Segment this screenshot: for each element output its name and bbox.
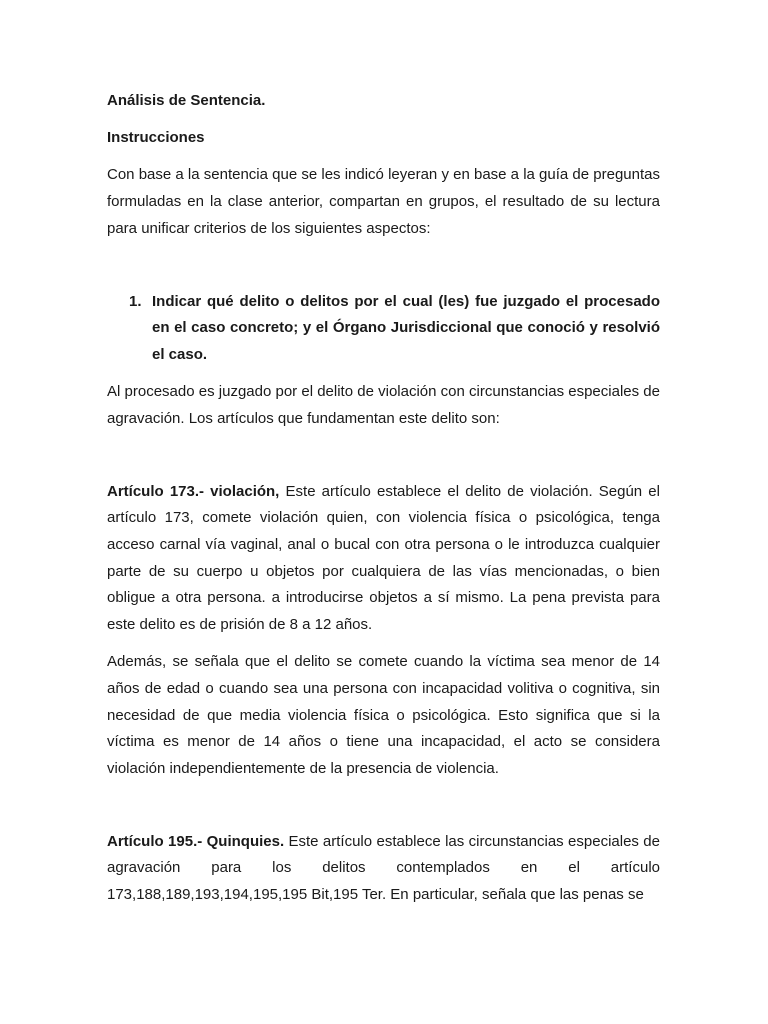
article-195-text: Este artículo establece las circunstancias especiales de agravación para los delitos contemplados en el artículo 173,188,189,193,194,195,195 Bit,195 Ter. En particular, señala que las penas se (107, 832, 660, 904)
article-173-text: Este artículo establece el delito de violación. Según el artículo 173, comete violación quien, con violencia física o psicológica, tenga acceso carnal vía vaginal, anal o bucal con otra persona o le introduzca cualquier parte de su cuerpo u objetos por cualquiera de las vías mencionadas, o bien obligue a otra persona. a introducirse objetos a sí mismo. La pena prevista para este delito es de prisión de 8 a 12 años. (107, 482, 660, 634)
instructions-heading: Instrucciones (107, 129, 205, 147)
article-195-label: Artículo 195.- Quinquies. (107, 832, 285, 850)
article-173-paragraph (107, 479, 660, 639)
article-173-extra-paragraph: Además, se señala que el delito se comete cuando la víctima sea menor de 14 años de edad o cuando sea una persona con incapacidad volitiva o cognitiva, sin necesidad de que media violencia física o psicológica. Esto significa que si la víctima es menor de 14 años o tiene una incapacidad, el acto se considera violación independientemente de la presencia de violencia. (107, 653, 660, 778)
article-173-label: Artículo 173.- violación, (107, 482, 280, 500)
question-list (107, 289, 660, 369)
document-body (107, 88, 660, 909)
document-title: Análisis de Sentencia. (107, 92, 266, 109)
list-item (107, 289, 660, 369)
intro-paragraph: Con base a la sentencia que se les indicó leyeran y en base a la guía de preguntas formuladas en la clase anterior, compartan en grupos, el resultado de su lectura para unificar criterios de los siguientes aspectos: (107, 166, 660, 237)
article-195-paragraph (107, 829, 660, 909)
list-item-text: Indicar qué delito o delitos por el cual (les) fue juzgado el procesado en el caso concreto; y el Órgano Jurisdiccional que conoció y resolvió el caso. (152, 292, 660, 363)
answer-intro-paragraph: Al procesado es juzgado por el delito de violación con circunstancias especiales de agravación. Los artículos que fundamentan este delito son: (107, 383, 660, 427)
list-item-number: 1. (129, 292, 142, 310)
